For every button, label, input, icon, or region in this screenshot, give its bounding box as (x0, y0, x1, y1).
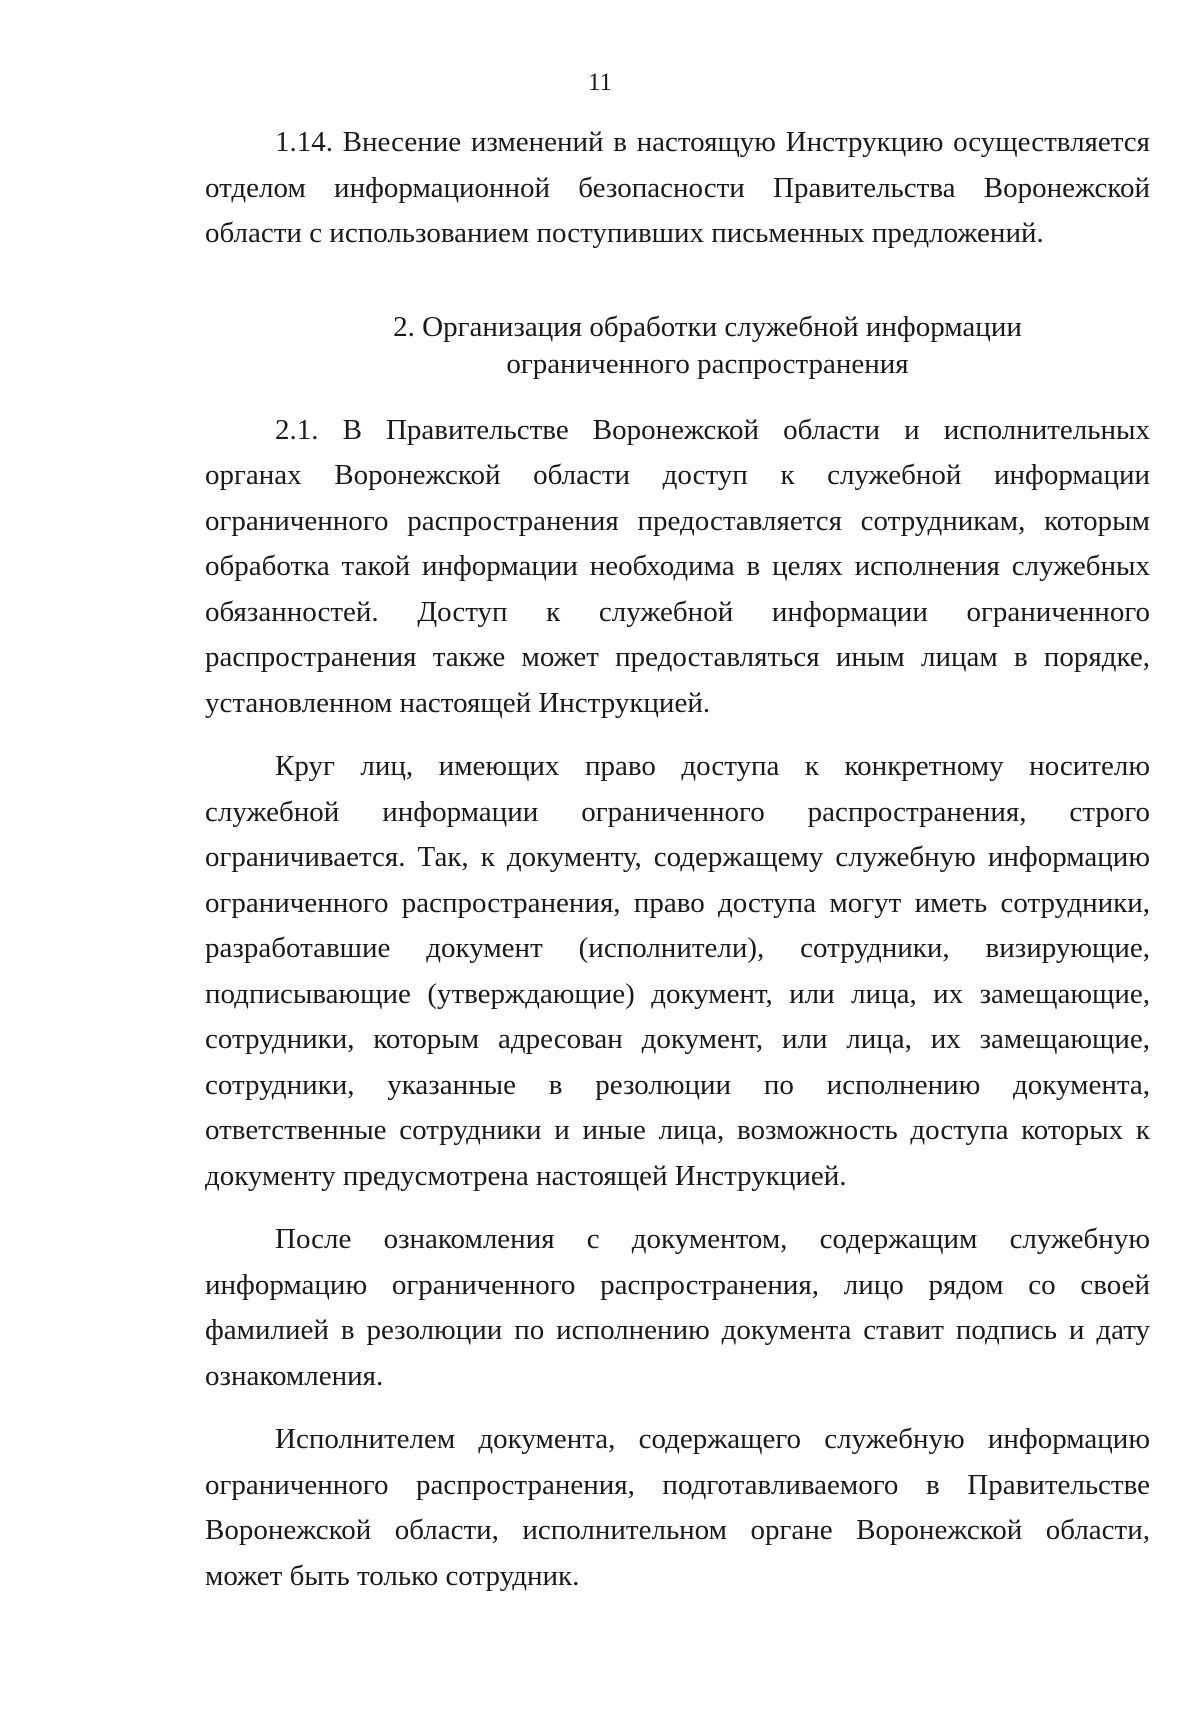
paragraph-access-circle: Круг лиц, имеющих право доступа к конкретному носителю служебной информации ограниченного распространения, строго ограничивается. Так, к документу, содержащему служебную информацию ограниченного распространения, право доступа могут иметь сотрудники, разработавшие документ (исполнители), сотрудники, визирующие, подписывающие (утверждающие) документ, или лица, их замещающие, сотрудники, которым адресован документ, или лица, их замещающие, сотрудники, указанные в резолюции по исполнению документа, ответственные сотрудники и иные лица, возможность доступа которых к документу предусмотрена настоящей Инструкцией. (205, 750, 1150, 1192)
paragraph-2-1: 2.1. В Правительстве Воронежской области и исполнительных органах Воронежской области доступ к служебной информации ограниченного распространения предоставляется сотрудникам, которым обработка такой информации необходима в целях исполнения служебных обязанностей. Доступ к служебной информации ограниченного распространения также может предоставляться иным лицам в порядке, установленном настоящей Инструкцией. (205, 413, 1150, 719)
section-title-line-1: 2. Организация обработки служебной информации (393, 310, 1022, 343)
section-title-line-2: ограниченного распространения (506, 347, 909, 380)
paragraph-executor: Исполнителем документа, содержащего служебную информацию ограниченного распространения, подготавливаемого в Правительстве Воронежской области, исполнительном органе Воронежской области, может быть только сотрудник. (205, 1423, 1150, 1592)
paragraph-1-14: 1.14. Внесение изменений в настоящую Инструкцию осуществляется отделом информационной безопасности Правительства Воронежской области с использованием поступивших письменных предложений. (205, 126, 1150, 249)
document-body (205, 120, 1150, 1599)
page-number: 11 (587, 69, 613, 96)
paragraph-after-familiarization: После ознакомления с документом, содержащим служебную информацию ограниченного распространения, лицо рядом со своей фамилией в резолюции по исполнению документа ставит подпись и дату ознакомления. (205, 1223, 1150, 1392)
